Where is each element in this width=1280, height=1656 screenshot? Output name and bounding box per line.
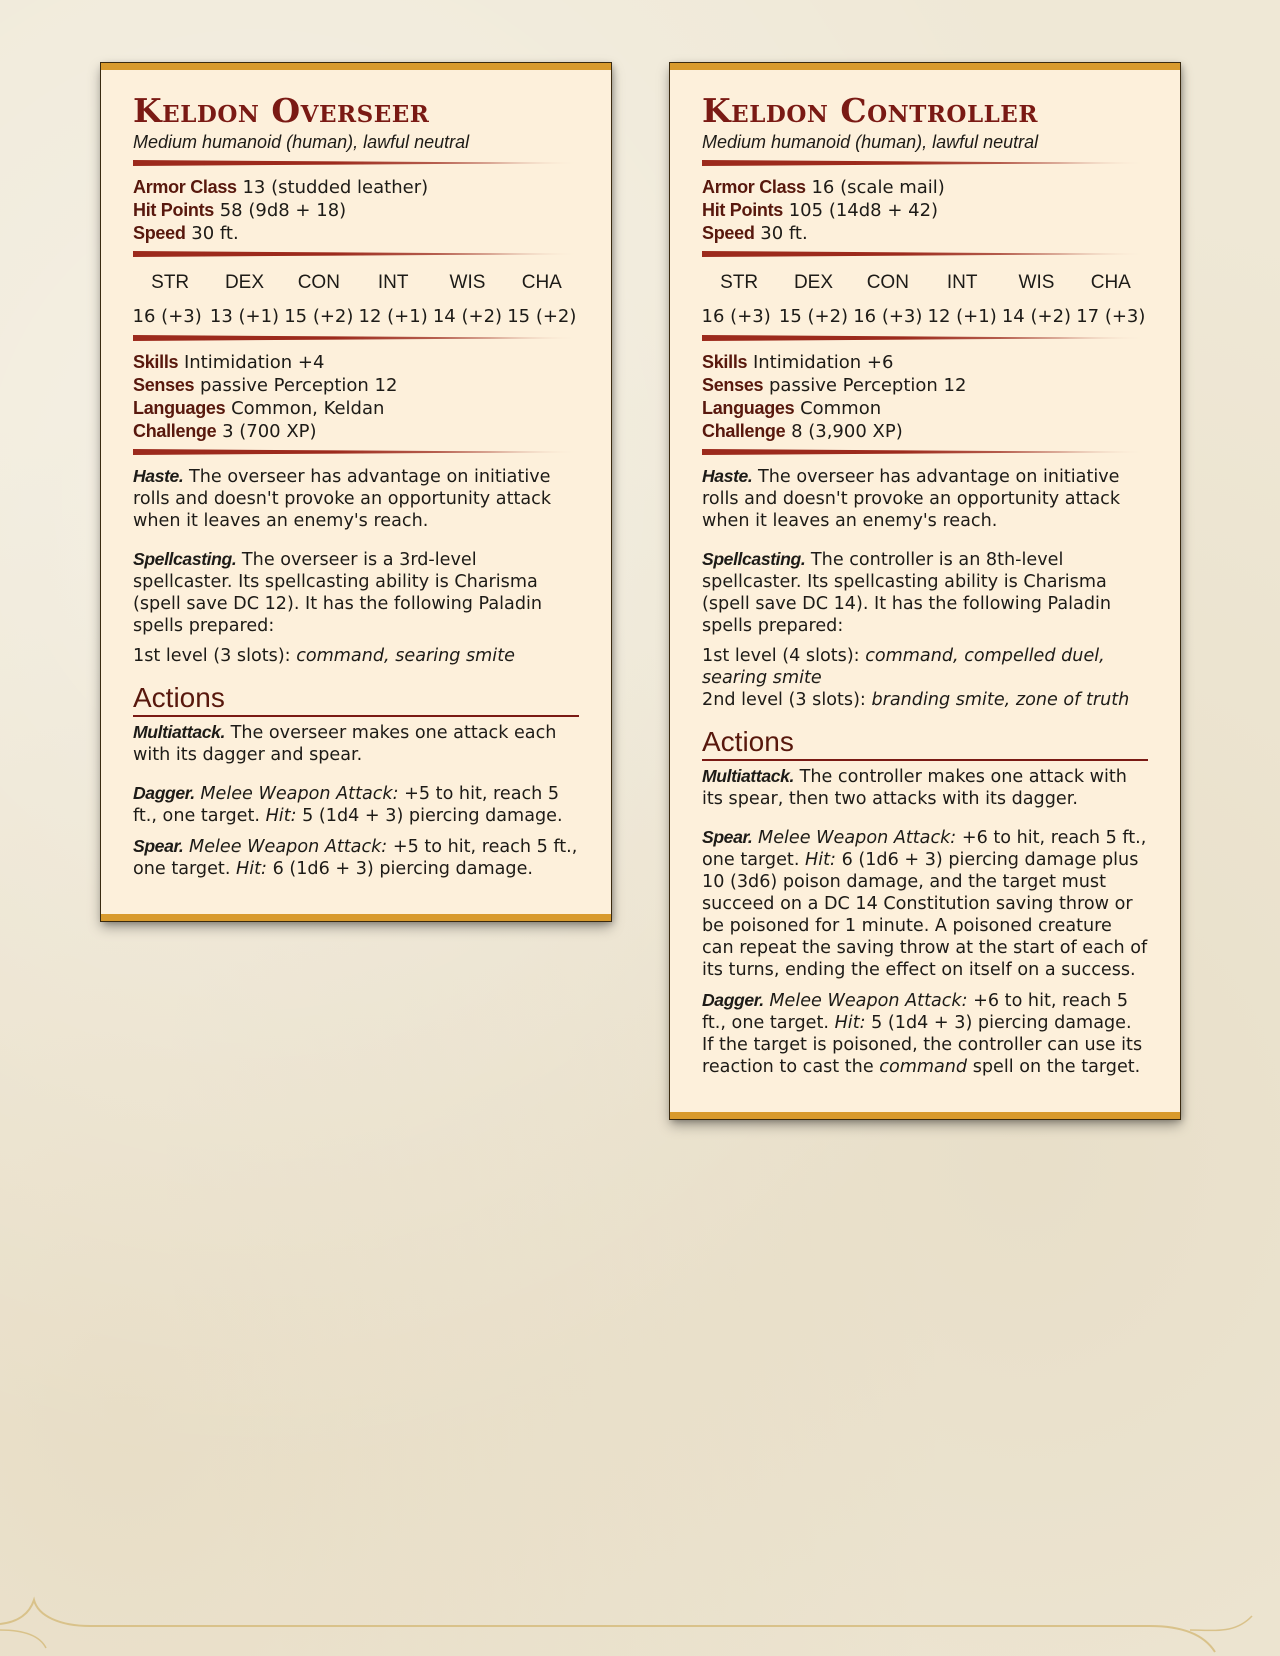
hit-points: Hit Points 105 (14d8 + 42) [702, 200, 939, 221]
armor-class: Armor Class 13 (studded leather) [133, 177, 429, 198]
action-multiattack: Multiattack. The overseer makes one attack each with its dagger and spear. [133, 722, 557, 765]
creature-type: Medium humanoid (human), lawful neutral [133, 132, 470, 152]
ability-cha: CHA 15 (+2) [507, 272, 577, 327]
spell-slots-1st: 1st level (3 slots): command, searing smite [133, 646, 515, 666]
ability-wis: WIS 14 (+2) [1001, 272, 1072, 327]
divider [133, 251, 579, 257]
page-border-ornament [0, 1586, 1280, 1656]
ability-wis: WIS 14 (+2) [432, 272, 503, 327]
divider [133, 160, 579, 166]
skills: Skills Intimidation +6 [702, 352, 894, 373]
trait-haste: Haste. The overseer has advantage on initiative rolls and doesn't provoke an opportunity attack when it leaves an enemy's reach. [133, 466, 552, 531]
ability-scores [702, 271, 1148, 329]
spell-slots-1st: 1st level (4 slots): command, compelled duel, searing smite [702, 646, 1105, 688]
divider [702, 335, 1148, 341]
trait-spellcasting: Spellcasting. The controller is an 8th-level spellcaster. Its spellcasting ability is Charisma (spell save DC 14). It has the following Paladin spells prepared: [702, 549, 1112, 636]
ability-int: INT 12 (+1) [358, 272, 428, 327]
ability-con: CON 15 (+2) [284, 272, 354, 327]
action-spear: Spear. Melee Weapon Attack: +5 to hit, reach 5 ft., one target. Hit: 6 (1d6 + 3) piercing damage. [133, 836, 578, 879]
stat-block-keldon-controller [670, 63, 1180, 1119]
divider [133, 335, 579, 341]
ability-scores [133, 271, 579, 329]
ability-con: CON 16 (+3) [853, 272, 923, 327]
action-dagger: Dagger. Melee Weapon Attack: +5 to hit, reach 5 ft., one target. Hit: 5 (1d4 + 3) piercing damage. [133, 783, 563, 826]
actions-heading: Actions [702, 725, 1148, 761]
senses: Senses passive Perception 12 [702, 375, 967, 396]
senses: Senses passive Perception 12 [133, 375, 398, 396]
ability-str: STR 16 (+3) [132, 272, 202, 327]
challenge: Challenge 8 (3,900 XP) [702, 421, 903, 442]
ability-dex: DEX 15 (+2) [778, 272, 849, 327]
stat-block-keldon-overseer [101, 63, 611, 921]
speed: Speed 30 ft. [702, 223, 808, 244]
divider [133, 449, 579, 455]
hit-points: Hit Points 58 (9d8 + 18) [133, 200, 347, 221]
divider [702, 449, 1148, 455]
divider [702, 251, 1148, 257]
action-spear: Spear. Melee Weapon Attack: +6 to hit, reach 5 ft., one target. Hit: 6 (1d6 + 3) piercing damage plus 10 (3d6) poison damage, and the target must succeed on a DC 14 Constitution saving throw or be poisoned for 1 minute. A poisoned creature can repeat the saving throw at the start of each of its turns, ending the effect on itself on a success. [702, 827, 1148, 980]
trait-haste: Haste. The overseer has advantage on initiative rolls and doesn't provoke an opportunity attack when it leaves an enemy's reach. [702, 466, 1121, 531]
languages: Languages Common [702, 398, 882, 419]
creature-type: Medium humanoid (human), lawful neutral [702, 132, 1039, 152]
creature-name: Keldon Overseer [133, 91, 430, 130]
actions-heading: Actions [133, 681, 579, 717]
skills: Skills Intimidation +4 [133, 352, 325, 373]
ability-cha: CHA 17 (+3) [1076, 272, 1146, 327]
ability-int: INT 12 (+1) [927, 272, 997, 327]
languages: Languages Common, Keldan [133, 398, 385, 419]
ability-dex: DEX 13 (+1) [209, 272, 280, 327]
divider [702, 160, 1148, 166]
action-dagger: Dagger. Melee Weapon Attack: +6 to hit, reach 5 ft., one target. Hit: 5 (1d4 + 3) piercing damage. If the target is poisoned, the controller can use its reaction to cast the command spell on the target. [702, 990, 1143, 1077]
armor-class: Armor Class 16 (scale mail) [702, 177, 945, 198]
spell-slots-2nd: 2nd level (3 slots): branding smite, zone of truth [702, 690, 1130, 710]
ability-str: STR 16 (+3) [701, 272, 771, 327]
creature-name: Keldon Controller [702, 91, 1038, 130]
action-multiattack: Multiattack. The controller makes one attack with its spear, then two attacks with its dagger. [702, 766, 1127, 809]
speed: Speed 30 ft. [133, 223, 239, 244]
trait-spellcasting: Spellcasting. The overseer is a 3rd-level spellcaster. Its spellcasting ability is Charisma (spell save DC 12). It has the following Paladin spells prepared: [133, 549, 543, 636]
challenge: Challenge 3 (700 XP) [133, 421, 317, 442]
